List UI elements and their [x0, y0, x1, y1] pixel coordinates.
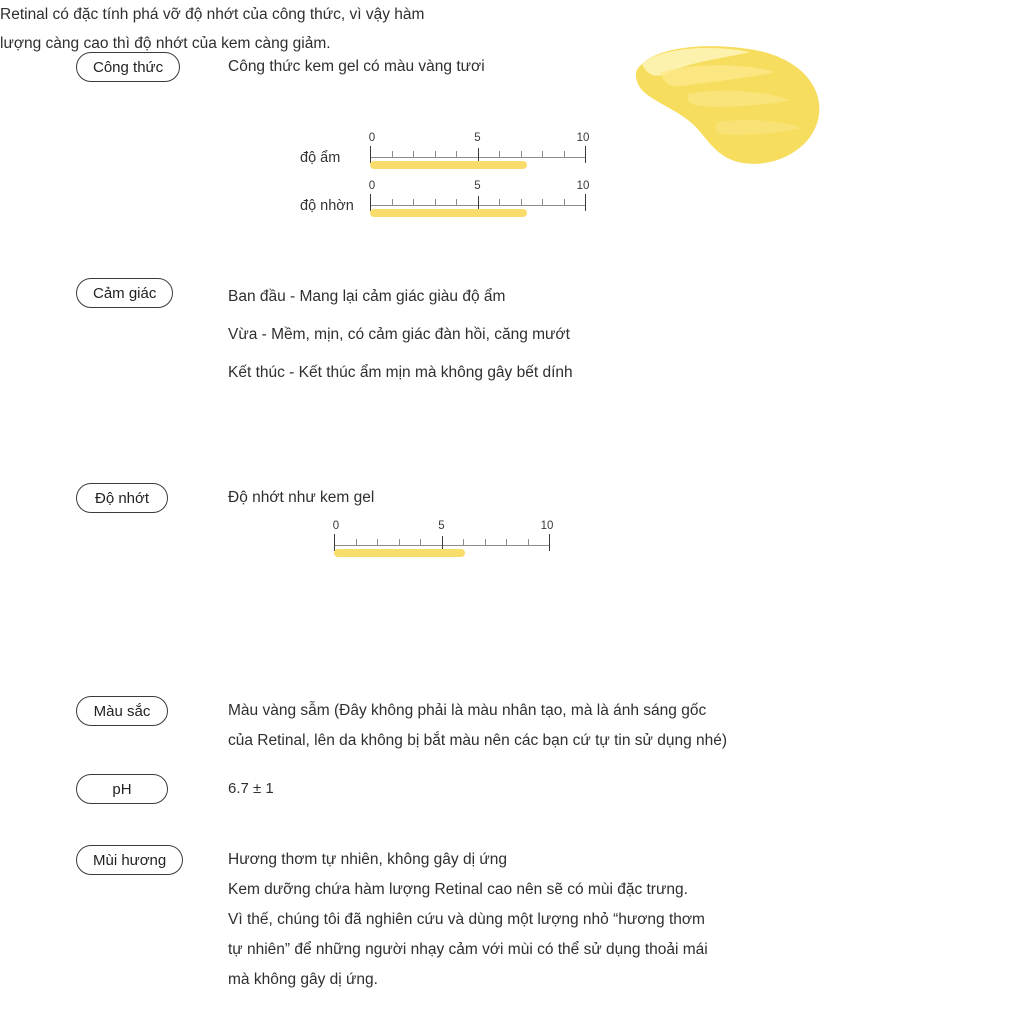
scent-line-3: Vì thế, chúng tôi đã nghiên cứu và dùng một lượng nhỏ “hương thơm [228, 911, 705, 928]
section-formula [76, 52, 485, 82]
scent-line-1: Hương thơm tự nhiên, không gây dị ứng [228, 851, 507, 868]
feel-body [206, 278, 573, 392]
scale-bar-viscosity [334, 549, 465, 557]
swatch-svg [630, 42, 840, 182]
tick-major-5 [478, 196, 479, 209]
tick-major-0 [334, 534, 335, 551]
label-pill-formula: Công thức [76, 52, 180, 82]
section-color [76, 696, 727, 756]
viscosity-description: Độ nhớt như kem gel [228, 489, 375, 506]
formula-scales [300, 132, 590, 236]
ruler-moisture [368, 132, 590, 176]
tick-label-0: 0 [368, 132, 376, 144]
feel-line-1: Ban đầu - Mang lại cảm giác giàu độ ẩm [228, 288, 506, 305]
tick-label-10: 10 [576, 180, 590, 192]
feel-line-2: Vừa - Mềm, mịn, có cảm giác đàn hồi, căng mướt [228, 326, 570, 343]
tick-major-0 [370, 146, 371, 163]
tick-1 [356, 539, 357, 546]
tick-label-0: 0 [368, 180, 376, 192]
label-pill-viscosity: Độ nhớt [76, 483, 168, 513]
tick-major-5 [478, 148, 479, 161]
tick-label-5: 5 [474, 180, 481, 192]
tick-3 [435, 151, 436, 158]
section-scent [76, 845, 708, 995]
formula-body [206, 52, 485, 82]
tick-6 [499, 199, 500, 206]
tick-major-10 [585, 146, 586, 163]
viscosity-body [206, 483, 374, 513]
pill-wrap-feel [76, 278, 206, 308]
scale-row-moisture [300, 132, 590, 176]
color-body [206, 696, 727, 756]
tick-6 [499, 151, 500, 158]
scale-label-moisture: độ ẩm [300, 150, 341, 166]
scale-row-viscosity [300, 520, 554, 564]
tick-2 [377, 539, 378, 546]
tick-1 [392, 199, 393, 206]
viscosity-scale [300, 520, 554, 576]
scent-body [206, 845, 708, 995]
tick-2 [413, 151, 414, 158]
scale-row-greasiness [300, 180, 590, 224]
scent-line-4: tự nhiên” để những người nhạy cảm với mùi có thể sử dụng thoải mái [228, 941, 708, 958]
section-feel [76, 278, 573, 392]
tick-7 [521, 151, 522, 158]
tick-9 [564, 151, 565, 158]
tick-major-10 [585, 194, 586, 211]
cream-gel-swatch [630, 42, 840, 182]
pill-wrap-scent [76, 845, 206, 875]
pill-wrap-viscosity [76, 483, 206, 513]
tick-8 [542, 199, 543, 206]
tick-label-0: 0 [332, 520, 340, 532]
scale-bar-moisture [370, 161, 527, 169]
ph-value: 6.7 ± 1 [228, 780, 274, 797]
pill-wrap-formula [76, 52, 206, 82]
tick-4 [456, 151, 457, 158]
formula-description: Công thức kem gel có màu vàng tươi [228, 58, 485, 75]
tick-major-0 [370, 194, 371, 211]
ruler-greasiness [368, 180, 590, 224]
pill-wrap-ph [76, 774, 206, 804]
tick-major-10 [549, 534, 550, 551]
color-line-2: của Retinal, lên da không bị bắt màu nên các bạn cứ tự tin sử dụng nhé) [228, 732, 728, 749]
tick-8 [542, 151, 543, 158]
tick-4 [456, 199, 457, 206]
label-pill-color: Màu sắc [76, 696, 168, 726]
ph-body [206, 774, 274, 804]
section-ph [76, 774, 274, 804]
tick-label-5: 5 [438, 520, 445, 532]
tick-9 [528, 539, 529, 546]
scent-line-2: Kem dưỡng chứa hàm lượng Retinal cao nên sẽ có mùi đặc trưng. [228, 881, 688, 898]
tick-9 [564, 199, 565, 206]
tick-6 [463, 539, 464, 546]
ruler-viscosity [332, 520, 554, 564]
label-pill-scent: Mùi hương [76, 845, 183, 875]
tick-4 [420, 539, 421, 546]
tick-8 [506, 539, 507, 546]
tick-7 [521, 199, 522, 206]
tick-2 [413, 199, 414, 206]
scale-bar-greasiness [370, 209, 527, 217]
tick-1 [392, 151, 393, 158]
scent-line-5: mà không gây dị ứng. [228, 971, 378, 988]
feel-line-3: Kết thúc - Kết thúc ẩm mịn mà không gây bết dính [228, 364, 573, 381]
color-line-1: Màu vàng sẫm (Đây không phải là màu nhân tạo, mà là ánh sáng gốc [228, 702, 707, 719]
tick-major-5 [442, 536, 443, 549]
tick-7 [485, 539, 486, 546]
scale-label-greasiness: độ nhờn [300, 198, 354, 214]
tick-3 [435, 199, 436, 206]
label-pill-ph: pH [76, 774, 168, 804]
tick-label-5: 5 [474, 132, 481, 144]
viscosity-note: Retinal có đặc tính phá vỡ độ nhớt của công thức, vì vậy hàm lượng càng cao thì độ nhớt của kem càng giảm. [0, 6, 425, 52]
tick-label-10: 10 [576, 132, 590, 144]
pill-wrap-color [76, 696, 206, 726]
section-viscosity [76, 483, 374, 513]
tick-label-10: 10 [540, 520, 554, 532]
label-pill-feel: Cảm giác [76, 278, 173, 308]
tick-3 [399, 539, 400, 546]
